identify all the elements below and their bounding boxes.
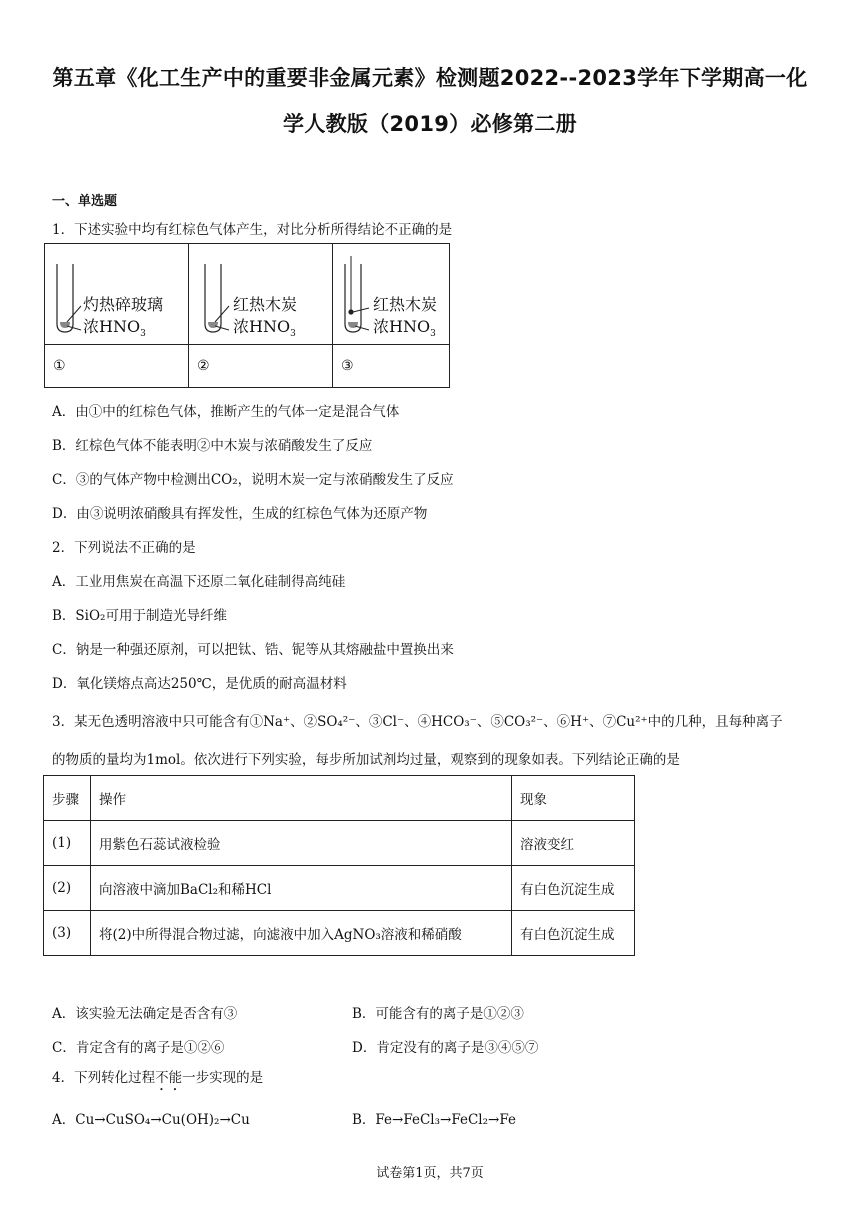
- q1-stem: 1．下述实验中均有红棕色气体产生，对比分析所得结论不正确的是: [52, 222, 453, 238]
- q4-stem: 4．下列转化过程不能一步实现的是: [52, 1070, 264, 1086]
- figure-1: [45, 244, 188, 344]
- figure-2: [189, 244, 332, 344]
- table-header: 步骤: [44, 776, 91, 821]
- table-row: [44, 866, 635, 911]
- table-cell: 向溶液中滴加BaCl₂和稀HCl: [91, 866, 512, 911]
- figure-2-number: ②: [189, 345, 333, 388]
- fig2-label-bottom: 浓$HNO_3$: [233, 317, 296, 340]
- page-footer: 试卷第1页，共7页: [376, 1166, 484, 1181]
- q1-option-d: D．由③说明浓硝酸具有挥发性，生成的红棕色气体为还原产物: [52, 506, 428, 522]
- table-cell: (3): [44, 911, 91, 956]
- table-cell: 用紫色石蕊试液检验: [91, 821, 512, 866]
- q3-option-d: D．肯定没有的离子是③④⑤⑦: [352, 1040, 539, 1056]
- q3-option-a: A．该实验无法确定是否含有③: [52, 1006, 238, 1022]
- fig2-label-top: 红热木炭: [233, 295, 298, 314]
- q1-option-c: C．③的气体产物中检测出CO₂，说明木炭一定与浓硝酸发生了反应: [52, 472, 454, 488]
- table-cell: 有白色沉淀生成: [512, 866, 635, 911]
- q3-stem-line-2: 的物质的量均为1mol。依次进行下列实验，每步所加试剂均过量，观察到的现象如表。下列结论正确的是: [52, 752, 680, 768]
- q1-figure-table: [44, 243, 450, 388]
- q4-option-a: A．Cu→CuSO₄→Cu(OH)₂→Cu: [52, 1112, 250, 1128]
- table-cell: 有白色沉淀生成: [512, 911, 635, 956]
- table-row: [44, 911, 635, 956]
- q4-emphasis: 不能: [155, 1070, 183, 1086]
- q4-option-b: B．Fe→FeCl₃→FeCl₂→Fe: [352, 1112, 516, 1128]
- fig1-label-top: 灼热碎玻璃: [83, 295, 164, 314]
- q3-stem-line-1: 3．某无色透明溶液中只可能含有①Na⁺、②SO₄²⁻、③Cl⁻、④HCO₃⁻、⑤CO₃²⁻、⑥H⁺、⑦Cu²⁺中的几种，且每种离子: [52, 714, 783, 730]
- table-header: 现象: [512, 776, 635, 821]
- q2-option-d: D．氧化镁熔点高达250℃，是优质的耐高温材料: [52, 676, 347, 692]
- q2-option-c: C．钠是一种强还原剂，可以把钛、锆、铌等从其熔融盐中置换出来: [52, 642, 454, 658]
- title-line-2: 学人教版（2019）必修第二册: [283, 112, 577, 136]
- table-header: 操作: [91, 776, 512, 821]
- table-row: [44, 821, 635, 866]
- table-cell: 将(2)中所得混合物过滤，向滤液中加入AgNO₃溶液和稀硝酸: [91, 911, 512, 956]
- q3-option-c: C．肯定含有的离子是①②⑥: [52, 1040, 225, 1056]
- fig3-label-bottom: 浓$HNO_3$: [373, 317, 436, 340]
- title-line-1: 第五章《化工生产中的重要非金属元素》检测题2022--2023学年下学期高一化: [52, 66, 808, 90]
- q3-option-b: B．可能含有的离子是①②③: [352, 1006, 524, 1022]
- q1-option-b: B．红棕色气体不能表明②中木炭与浓硝酸发生了反应: [52, 438, 373, 454]
- table-cell: 溶液变红: [512, 821, 635, 866]
- q2-stem: 2．下列说法不正确的是: [52, 540, 196, 556]
- section-heading: 一、单选题: [52, 194, 118, 209]
- table-header-row: [44, 776, 635, 821]
- fig3-label-top: 红热木炭: [373, 295, 438, 314]
- q2-option-a: A．工业用焦炭在高温下还原二氧化硅制得高纯硅: [52, 574, 346, 590]
- q3-data-table: [43, 775, 635, 956]
- figure-3-number: ③: [333, 345, 450, 388]
- fig1-label-bottom: 浓$HNO_3$: [83, 317, 146, 340]
- table-cell: (2): [44, 866, 91, 911]
- q2-option-b: B．SiO₂可用于制造光导纤维: [52, 608, 227, 624]
- figure-3: [333, 244, 449, 344]
- figure-1-number: ①: [45, 345, 189, 388]
- q1-option-a: A．由①中的红棕色气体，推断产生的气体一定是混合气体: [52, 404, 400, 420]
- table-cell: (1): [44, 821, 91, 866]
